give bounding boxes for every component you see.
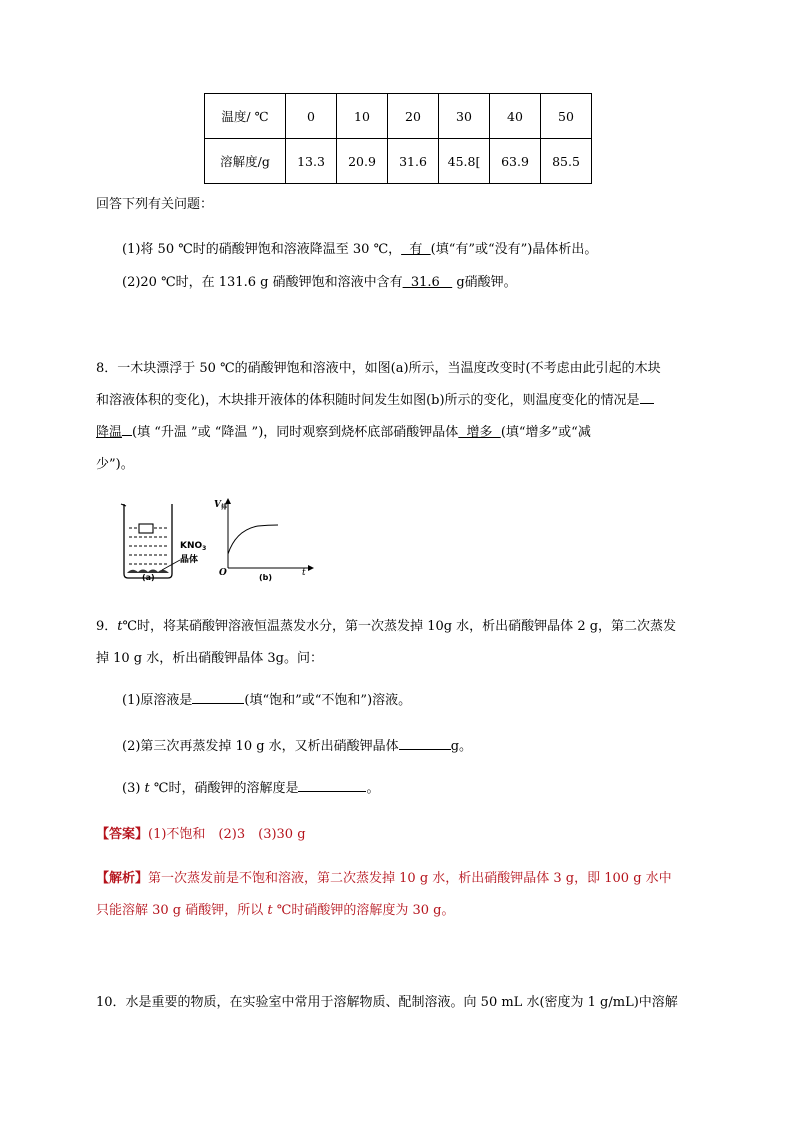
analysis-text: 只能溶解 30 g 硝酸钾，所以	[96, 903, 268, 918]
table-cell: 13.3	[286, 139, 337, 184]
q8-line4: 少”)。	[96, 457, 134, 472]
q7-intro: 回答下列有关问题：	[96, 197, 214, 212]
axis-v-label: $V_排$	[214, 500, 227, 511]
q9-line2: 掉 10 g 水，析出硝酸钾晶体 3g。问：	[96, 651, 323, 666]
table-header-cell: 50	[541, 94, 592, 139]
crystal-label: 晶体	[180, 555, 199, 565]
q9-line1-text: ℃时，将某硝酸钾溶液恒温蒸发水分，第一次蒸发掉 10g 水，析出硝酸钾晶体 2 g，第二次蒸发	[122, 619, 677, 634]
q10-line1: 10．水是重要的物质，在实验室中常用于溶解物质、配制溶液。向 50 mL 水(密度为 1 g/mL)中溶解	[96, 995, 678, 1010]
q8-answer2: 增多	[458, 425, 501, 440]
table-cell: 31.6	[388, 139, 439, 184]
q9-part2-text: (2)第三次再蒸发掉 10 g 水，又析出硝酸钾晶体	[122, 739, 399, 754]
q9-analysis-line1	[96, 867, 672, 886]
axis-t-label: t	[302, 568, 306, 578]
analysis-text-end: ℃时硝酸钾的溶解度为 30 g。	[272, 903, 455, 918]
q8-figure	[118, 494, 318, 586]
answer-text: (1)不饱和 (2)3 (3)30 g	[148, 827, 306, 842]
q9-part1-text: (1)原溶液是	[122, 693, 193, 708]
beaker-figure	[121, 504, 180, 578]
q9-part3-var-t: t	[144, 781, 150, 796]
q9-part3-blank	[298, 777, 366, 792]
solubility-table	[204, 93, 592, 184]
q8-answer1-underline-end	[122, 421, 132, 436]
q9-part3	[122, 777, 379, 796]
table-header-cell: 温度/ ℃	[205, 94, 286, 139]
figure-b-label: (b)	[259, 573, 273, 582]
q8-line3-text: (填 “升温 ”或 “降温 ”)，同时观察到烧杯底部硝酸钾晶体	[132, 425, 459, 440]
answer-label: 【答案】	[96, 827, 149, 842]
q9-part3-text-mid: ℃时，硝酸钾的溶解度是	[149, 781, 299, 796]
table-cell: 85.5	[541, 139, 592, 184]
table-header-cell: 30	[439, 94, 490, 139]
q7-part1-text: (1)将 50 ℃时的硝酸钾饱和溶液降温至 30 ℃，	[122, 242, 402, 257]
q8-line3	[96, 421, 591, 440]
table-cell: 溶解度/g	[205, 139, 286, 184]
q7-part1	[122, 238, 597, 257]
q8-line2	[96, 389, 654, 408]
table-header-cell: 40	[490, 94, 541, 139]
q8-line3-text-end: (填“增多”或“减	[500, 425, 591, 440]
q9-part2	[122, 735, 472, 754]
q9-number: 9．	[96, 619, 118, 634]
table-cell: 20.9	[337, 139, 388, 184]
q9-part2-text-end: g。	[450, 739, 473, 754]
q9-part1	[122, 689, 411, 708]
q9-part2-blank	[399, 735, 451, 750]
q9-part1-text-end: (填“饱和”或“不饱和”)溶液。	[244, 693, 412, 708]
q8-line1: 8．一木块漂浮于 50 ℃的硝酸钾饱和溶液中，如图(a)所示，当温度改变时(不考虑由此引起的木块	[96, 361, 661, 376]
analysis-label: 【解析】	[96, 871, 149, 886]
table-header-cell: 20	[388, 94, 439, 139]
q9-part3-text: (3)	[122, 781, 145, 796]
q9-part3-text-end: 。	[366, 781, 380, 796]
q9-analysis-line2	[96, 899, 454, 918]
figure-a-label: (a)	[142, 573, 155, 582]
q7-part2	[122, 271, 517, 290]
analysis-text: 第一次蒸发前是不饱和溶液，第二次蒸发掉 10 g 水，析出硝酸钾晶体 3 g，即 100 g 水中	[148, 871, 672, 886]
q7-part1-answer: 有	[401, 242, 431, 257]
q8-line2-text: 和溶液体积的变化)，木块排开液体的体积随时间发生如图(b)所示的变化，则温度变化的情况是	[96, 393, 640, 408]
q8-answer1: 降温	[96, 425, 123, 440]
table-cell: 63.9	[490, 139, 541, 184]
q7-part2-text: (2)20 ℃时，在 131.6 g 硝酸钾饱和溶液中含有	[122, 275, 403, 290]
table-cell: 45.8[	[439, 139, 490, 184]
table-header-cell: 10	[337, 94, 388, 139]
kno3-label: $KNO_3$	[180, 541, 207, 552]
q8-answer1-underline-start	[640, 389, 654, 404]
q7-part2-text-end: g硝酸钾。	[452, 275, 517, 290]
volume-time-graph	[225, 498, 314, 571]
q7-part1-text-end: (填“有”或“没有”)晶体析出。	[430, 242, 598, 257]
axis-origin-label: O	[219, 568, 227, 578]
analysis-var-t: t	[267, 903, 273, 918]
table-row	[205, 139, 592, 184]
q9-answer	[96, 823, 306, 842]
table-row	[205, 94, 592, 139]
q9-part1-blank	[192, 689, 244, 704]
table-header-cell: 0	[286, 94, 337, 139]
q7-part2-answer: 31.6	[402, 275, 453, 290]
q9-var-t: t	[117, 619, 123, 634]
q9-line1	[96, 615, 676, 634]
wood-block	[139, 524, 153, 533]
